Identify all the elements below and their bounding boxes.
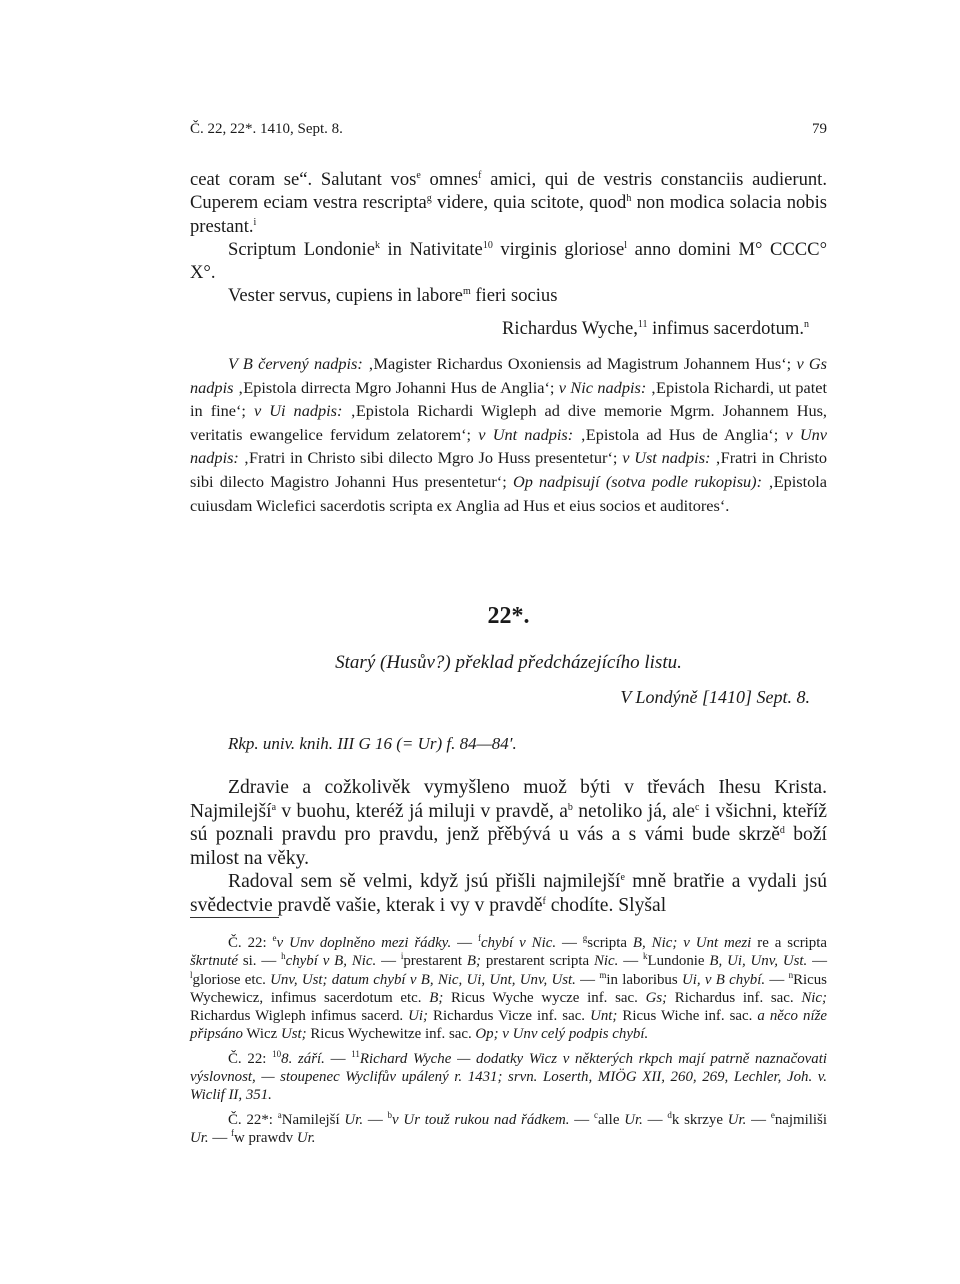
czech-paragraph-2 bbox=[190, 870, 827, 917]
text-run: Vester servus, cupiens in labore bbox=[228, 285, 463, 307]
text-run: Ur. bbox=[344, 1111, 364, 1128]
note-mark: f bbox=[477, 933, 481, 943]
text-run: Zdravie a cožkolivěk vymyšleno muož býti v třevách Ihesu Krista. Najmilejší bbox=[190, 777, 827, 822]
text-run: Ricus Wychewitze inf. sac. bbox=[306, 1026, 476, 1043]
text-run: najmiliši bbox=[774, 1111, 827, 1128]
text-run: Scriptum Londonie bbox=[228, 238, 375, 260]
text-run: Nic. bbox=[593, 953, 619, 970]
text-run: Op nadpisují (sotva podle rukopisu): bbox=[512, 471, 763, 491]
note-mark: l bbox=[624, 239, 628, 251]
text-run: ‚Epistola Richardi, ut patet in fine‘; bbox=[190, 377, 828, 421]
czech-paragraph-1 bbox=[190, 776, 827, 870]
text-run: non modica solacia nobis prestant. bbox=[190, 192, 827, 237]
note-mark: f bbox=[542, 895, 546, 907]
text-run: v Unv nadpis: bbox=[190, 424, 828, 468]
text-run: in laboribus bbox=[606, 971, 682, 988]
text-run: Richardus Vicze inf. sac. bbox=[428, 1008, 591, 1025]
text-run: Richard Wyche — dodatky Wicz v některých rkpch mají patrně naznačovati výslovnost, — stoupenec Wyclifův upálený r. 1431; srvn. Loserth, MIÖG XII, 260, 269, Lechler, Joh. v. Wiclif II, 351. bbox=[190, 1050, 827, 1104]
text-run: v Gs nadpis bbox=[190, 354, 828, 397]
latin-paragraph-2 bbox=[190, 238, 827, 285]
text-run: fieri socius bbox=[470, 285, 558, 307]
text-run: Ust; bbox=[280, 1026, 307, 1043]
text-run: Ricus Wychewicz, infimus sacerdotum etc. bbox=[190, 971, 827, 1006]
text-run: Ur. bbox=[190, 1129, 209, 1146]
text-run: v Unt nadpis: bbox=[478, 424, 574, 444]
note-mark: c bbox=[695, 801, 700, 813]
text-run: i všichni, kteříž sú poznali pravdu pro pravdu, jenž přěbývá u vás a s vámi bude skrzě bbox=[190, 800, 827, 845]
note-mark: 10 bbox=[482, 239, 493, 251]
text-run: B, Ui, Unv, Ust. bbox=[709, 953, 808, 970]
text-run: Wicz bbox=[242, 1026, 281, 1043]
note-mark: g bbox=[426, 193, 432, 205]
text-run: — bbox=[569, 1111, 594, 1128]
page-number: 79 bbox=[812, 121, 827, 137]
text-run: w prawdv bbox=[233, 1129, 297, 1146]
text-run: ‚Epistola Richardi Wigleph ad dive memorie Mgrm. Johannem Hus, veritatis ewangelice fervidum zelatorem‘; bbox=[190, 401, 827, 444]
document-number: 22*. bbox=[487, 603, 530, 629]
note-mark: k bbox=[374, 239, 380, 251]
text-run: Radoval sem sě velmi, když jsú přišli najmilejší bbox=[228, 871, 621, 892]
text-run: ‚Epistola cuiusdam Wiclefici sacerdotis scripta ex Anglia ad Hus et eius socios et auditores‘. bbox=[190, 471, 827, 515]
footnotes bbox=[190, 934, 827, 1153]
text-run: V B červený nadpis: bbox=[228, 354, 363, 373]
place-and-date: V Londýně [1410] Sept. 8. bbox=[620, 687, 810, 707]
text-run: Gs; bbox=[645, 989, 668, 1006]
apparatus-headings bbox=[190, 352, 827, 517]
latin-letter bbox=[190, 168, 827, 340]
document-title: Starý (Husův?) překlad předcházejícího listu. bbox=[335, 652, 682, 673]
text-run: ‚Magister Richardus Oxoniensis ad Magistrum Johannem Hus‘; bbox=[362, 354, 797, 373]
note-mark: h bbox=[281, 951, 286, 962]
text-run: infimus sacerdotum. bbox=[647, 317, 804, 339]
text-run: ‚Fratri in Christo sibi dilecto Mgro Jo Huss presentetur‘; bbox=[238, 448, 623, 468]
text-run: scripta bbox=[587, 935, 633, 951]
footnote-block-22 bbox=[190, 934, 827, 1044]
note-mark: b bbox=[567, 801, 573, 813]
manuscript-reference: Rkp. univ. knih. III G 16 (= Ur) f. 84—84′. bbox=[228, 734, 517, 753]
text-run: si. — bbox=[237, 953, 282, 970]
text-run: Ui; bbox=[408, 1008, 428, 1025]
note-mark: d bbox=[779, 825, 785, 836]
text-run: alle bbox=[597, 1111, 625, 1128]
text-run: netoliko já, ale bbox=[572, 800, 695, 822]
text-run: chybí v B, Nic. bbox=[285, 953, 377, 970]
text-run: boží milost na věky. bbox=[190, 824, 827, 869]
note-mark: n bbox=[788, 969, 794, 980]
footnote-block-22-numbered bbox=[190, 1050, 827, 1105]
text-run: — bbox=[363, 1111, 388, 1128]
text-run: Ur. bbox=[624, 1111, 643, 1128]
text-run: — bbox=[642, 1111, 668, 1128]
text-run: v Ur touž rukou nad řádkem. bbox=[392, 1111, 570, 1128]
text-run: — bbox=[575, 971, 600, 988]
note-mark: i bbox=[400, 951, 404, 962]
note-mark: e bbox=[620, 872, 625, 883]
text-run: prestarent scripta bbox=[480, 953, 594, 970]
running-head bbox=[190, 121, 827, 138]
text-run: prestarent bbox=[403, 953, 467, 970]
text-run: Ricus Wiche inf. sac. bbox=[617, 1008, 758, 1025]
note-mark: f bbox=[478, 170, 482, 181]
text-run: v Nic nadpis: bbox=[558, 377, 647, 397]
footnote-block-22-star bbox=[190, 1111, 827, 1148]
text-run: Č. 22: bbox=[228, 1050, 273, 1067]
text-run: Namilejší bbox=[281, 1111, 345, 1128]
text-run: Č. 22*: bbox=[228, 1111, 278, 1128]
text-run: v Ui nadpis: bbox=[253, 401, 343, 421]
note-mark: 11 bbox=[637, 318, 648, 330]
note-mark: k bbox=[642, 951, 648, 962]
text-run: — bbox=[376, 953, 401, 970]
text-run: amici, qui de vestris constanciis audierunt. Cuperem eciam vestra rescripta bbox=[190, 169, 827, 214]
running-head-reference: Č. 22, 22*. 1410, Sept. 8. bbox=[190, 121, 343, 137]
text-run: 8. září. bbox=[281, 1050, 325, 1067]
text-run: a něco níže připsáno bbox=[190, 1008, 827, 1043]
text-run: videre, quia scitote, quod bbox=[431, 192, 627, 214]
text-run: — bbox=[324, 1050, 352, 1067]
text-run: gloriose etc. bbox=[192, 971, 271, 988]
text-run: in Nativitate bbox=[379, 238, 483, 260]
note-mark: m bbox=[599, 969, 607, 980]
text-run: v Unv doplněno mezi řádky. bbox=[276, 935, 452, 951]
text-run: — bbox=[208, 1129, 231, 1146]
note-mark: e bbox=[770, 1109, 775, 1120]
note-mark: d bbox=[667, 1109, 672, 1120]
czech-letter bbox=[190, 776, 827, 917]
text-run: ‚Epistola ad Hus de Anglia‘; bbox=[573, 424, 786, 444]
text-run: Ur. bbox=[727, 1111, 747, 1128]
note-mark: l bbox=[190, 969, 193, 980]
text-run: — bbox=[618, 953, 643, 970]
text-run: virginis gloriose bbox=[492, 238, 625, 260]
apparatus-paragraph bbox=[190, 352, 827, 517]
note-mark: a bbox=[277, 1109, 282, 1120]
text-run: ceat coram se“. Salutant vos bbox=[190, 169, 417, 190]
text-run: ‚Epistola dirrecta Mgro Johanni Hus de Anglia‘; bbox=[233, 377, 559, 397]
text-run: Richardus inf. sac. bbox=[667, 989, 802, 1006]
text-run: chybí v Nic. bbox=[480, 935, 557, 951]
text-run: Ur. bbox=[296, 1129, 316, 1146]
note-mark: a bbox=[271, 801, 277, 813]
text-run: škrtnuté bbox=[190, 953, 238, 970]
text-run: v buohu, kteréž já miluji v pravdě, a bbox=[276, 800, 568, 822]
text-run: omnes bbox=[420, 169, 479, 190]
note-mark: g bbox=[582, 933, 588, 943]
note-mark: i bbox=[253, 216, 257, 228]
text-run: re a scripta bbox=[751, 935, 827, 951]
text-run: v Ust nadpis: bbox=[622, 448, 711, 468]
note-mark: f bbox=[230, 1127, 234, 1138]
text-run: — bbox=[765, 971, 789, 988]
text-run: — bbox=[807, 953, 827, 970]
note-mark: 11 bbox=[351, 1048, 360, 1059]
text-run: mně bratřie a vydali jsú svědectvie pravdě vašie, kterak i vy v pravdě bbox=[190, 871, 827, 916]
text-run: k skrzye bbox=[671, 1111, 728, 1128]
text-run: Unt; bbox=[590, 1008, 618, 1025]
text-run: chodíte. Slyšal bbox=[545, 894, 667, 916]
text-run: — bbox=[746, 1111, 771, 1128]
text-run: Richardus Wigleph infimus sacerd. bbox=[190, 1008, 409, 1025]
note-mark: 10 bbox=[272, 1048, 282, 1059]
text-run: Ui, v B chybí. bbox=[681, 971, 766, 988]
text-run: Ricus Wyche wycze inf. sac. bbox=[443, 989, 646, 1006]
note-mark: c bbox=[593, 1109, 598, 1120]
note-mark: e bbox=[416, 170, 421, 181]
note-mark: b bbox=[387, 1109, 393, 1120]
text-run: — bbox=[556, 935, 583, 951]
text-run: Op; v Unv celý podpis chybí. bbox=[475, 1026, 649, 1043]
text-run: — bbox=[451, 935, 478, 951]
text-run: Richardus Wyche, bbox=[502, 317, 638, 339]
footnote-separator bbox=[190, 917, 279, 918]
note-mark: m bbox=[462, 286, 471, 298]
text-run: B; bbox=[429, 989, 444, 1006]
note-mark: h bbox=[626, 193, 632, 205]
note-mark: e bbox=[272, 933, 277, 943]
text-run: Nic; bbox=[801, 989, 827, 1006]
latin-paragraph-1 bbox=[190, 168, 827, 238]
text-run: Č. 22: bbox=[228, 935, 273, 951]
latin-signature bbox=[190, 317, 827, 340]
latin-closing bbox=[190, 284, 827, 307]
text-run: B, Nic; v Unt mezi bbox=[632, 935, 752, 951]
book-page bbox=[190, 0, 827, 1284]
text-run: Lundonie bbox=[647, 953, 710, 970]
text-run: ‚Fratri in Christo sibi dilecto Magistro Johanni Hus presentetur‘; bbox=[190, 448, 828, 491]
text-run: B; bbox=[466, 953, 481, 970]
note-mark: n bbox=[804, 318, 809, 330]
text-run: anno domini M° CCCC° X°. bbox=[190, 238, 828, 284]
text-run: Unv, Ust; datum chybí v B, Nic, Ui, Unt, Unv, Ust. bbox=[270, 971, 576, 988]
